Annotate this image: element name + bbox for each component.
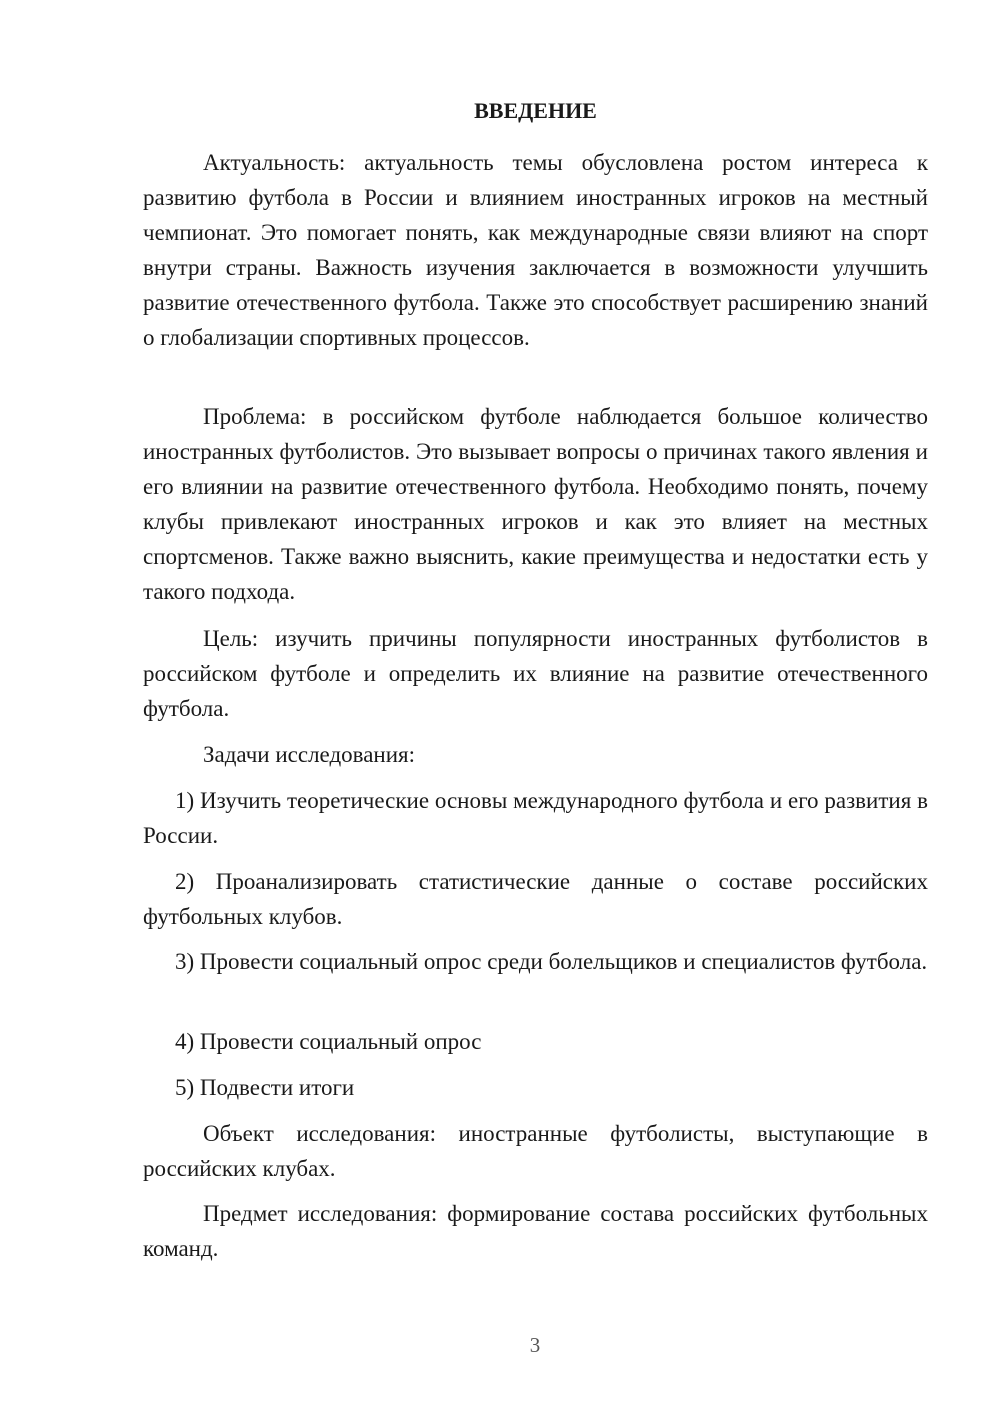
problem-paragraph: Проблема: в российском футболе наблюдается большое количество иностранных футболистов. Это вызывает вопросы о причинах такого явления и его влиянии на развитие отечественного футбола. Необходимо понять, почему клубы привлекают иностранных игроков и как это влияет на местных спортсменов. Также важно выяснить, какие преимущества и недостатки есть у такого подхода. [143,404,928,604]
task-item-3: 3) Провести социальный опрос среди болельщиков и специалистов футбола. [175,949,928,974]
page-number: 3 [529,1333,541,1357]
task-item-5: 5) Подвести итоги [175,1075,355,1100]
task-item-4: 4) Провести социальный опрос [175,1029,482,1054]
page-title: ВВЕДЕНИЕ [474,98,597,123]
goal-paragraph: Цель: изучить причины популярности иностранных футболистов в российском футболе и определить их влияние на развитие отечественного футбола. [143,626,928,721]
task-item-1: 1) Изучить теоретические основы международного футбола и его развития в России. [143,788,928,848]
subject-paragraph: Предмет исследования: формирование состава российских футбольных команд. [143,1201,928,1261]
object-paragraph: Объект исследования: иностранные футболисты, выступающие в российских клубах. [143,1121,928,1181]
tasks-title: Задачи исследования: [203,742,416,767]
task-item-2: 2) Проанализировать статистические данные о составе российских футбольных клубов. [143,869,928,929]
relevance-paragraph: Актуальность: актуальность темы обусловлена ростом интереса к развитию футбола в России и влиянием иностранных игроков на местный чемпионат. Это помогает понять, как международные связи влияют на спорт внутри страны. Важность изучения заключается в возможности улучшить развитие отечественного футбола. Также это способствует расширению знаний о глобализации спортивных процессов. [143,150,928,350]
